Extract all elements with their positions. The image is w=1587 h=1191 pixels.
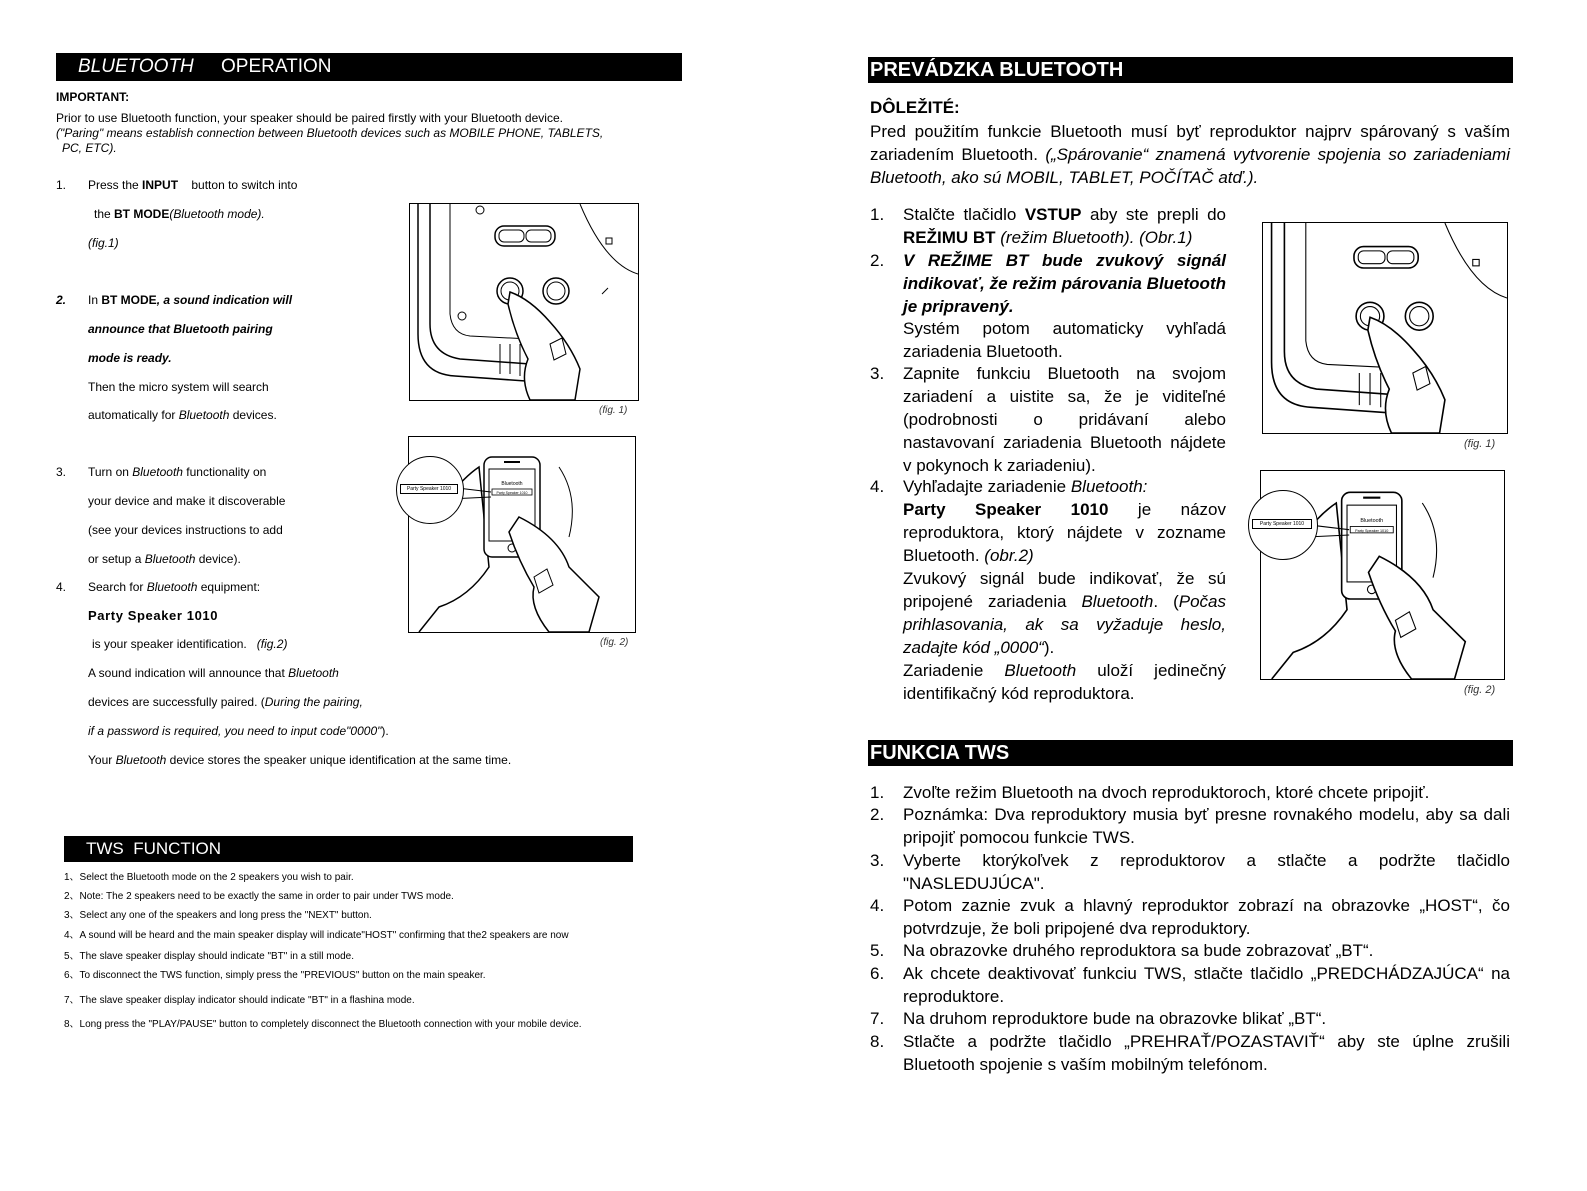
right-step2-number: 2.	[870, 251, 885, 270]
left-step4-text-l: During the pairing,	[264, 695, 363, 709]
right-step4-e: (obr.2)	[984, 546, 1034, 565]
left-step4-figref: (fig.2)	[256, 637, 288, 651]
left-step3-number: 3.	[56, 465, 67, 479]
left-step3-text-g: Bluetooth	[144, 552, 196, 566]
left-title-bluetooth: BLUETOOTH	[78, 56, 194, 77]
left-intro-line1: Prior to use Bluetooth function, your speaker should be paired firstly with your Bluetooth device.	[56, 111, 563, 125]
fig2-list-item: Party Speaker 1010	[1355, 528, 1389, 533]
left-title-operation: OPERATION	[221, 56, 332, 77]
right-step1-a: Stalčte tlačidlo	[903, 205, 1025, 224]
fig2-bluetooth-header: Bluetooth	[1360, 518, 1384, 525]
left-step3-line2: your device and make it discoverable	[88, 494, 286, 508]
left-step1-text-f: (Bluetooth mode).	[169, 207, 265, 221]
left-step4-text-c: equipment:	[197, 580, 261, 594]
left-step3-text-f: or setup a	[88, 552, 145, 566]
right-step4-k: Počas prihlasovania, ak sa vyžaduje heslo, zadajte kód „0000“	[903, 592, 1226, 657]
right-tws-item: Na obrazovke druhého reproduktora sa bude zobrazovať „BT“.	[903, 941, 1374, 960]
left-tws-title: TWS FUNCTION	[86, 839, 222, 858]
left-step4-text-q: device stores the speaker unique identification at the same time.	[166, 753, 512, 767]
right-step4-g: Bluetooth	[1081, 592, 1154, 611]
left-figure-1-caption: (fig. 1)	[599, 405, 628, 416]
right-step2-text-a: V REŽIME BT bude zvukový signál indikovať, že režim párovania Bluetooth je pripravený.	[903, 251, 1226, 316]
left-step4-text-k: devices are successfully paired. (	[88, 695, 265, 709]
left-step3-text-c: functionality on	[182, 465, 267, 479]
right-tws-item: Vyberte ktorýkoľvek z reproduktorov a stlačte a podržte tlačidlo "NASLEDUJÚCA".	[903, 851, 1510, 893]
right-step4-speaker-id: Party Speaker 1010	[903, 500, 1109, 519]
left-step2-line3: mode is ready.	[88, 351, 172, 365]
right-step4-m: Zariadenie	[903, 661, 1005, 680]
left-tws-title-bar	[64, 836, 633, 862]
right-tws-item: Stlačte a podržte tlačidlo „PREHRAŤ/POZASTAVIŤ“ aby ste úplne zrušili Bluetooth spojenie s vaším mobilným telefónom.	[903, 1032, 1510, 1074]
left-tws-item: 6、To disconnect the TWS function, simply press the "PREVIOUS" button on the main speaker.	[64, 970, 486, 981]
left-step2-text-a: In	[88, 293, 102, 307]
right-step4-d: je názov reproduktora, ktorý nájdete v zozname Bluetooth.	[903, 500, 1226, 565]
left-tws-item: 1、Select the Bluetooth mode on the 2 speakers you wish to pair.	[64, 872, 354, 883]
left-figure-2-caption: (fig. 2)	[600, 637, 629, 648]
right-tws-title-bar	[868, 740, 1513, 766]
left-intro-line3: PC, ETC).	[62, 141, 117, 155]
right-tws-number: 3.	[870, 851, 885, 870]
left-step2-line1	[88, 293, 292, 308]
right-step4-n: Bluetooth	[1004, 661, 1077, 680]
right-tws-number: 8.	[870, 1032, 885, 1051]
left-step2-text-c: , a sound indication will	[156, 293, 293, 307]
right-step1-rezim: REŽIMU BT	[903, 228, 996, 247]
right-step1-c: aby ste prepli do	[1081, 205, 1226, 224]
right-intro-a: Pred použitím funkcie Bluetooth musí byť reproduktor najprv spárovaný s vaším zariadením Bluetooth.	[870, 122, 1510, 164]
left-tws-item: 5、The slave speaker display should indicate "BT" in a still mode.	[64, 951, 355, 962]
left-intro-line2: ("Paring" means establish connection between Bluetooth devices such as MOBILE PHONE, TABLETS,	[56, 126, 604, 140]
left-figure-2-callout-label: Party Speaker 1010	[400, 484, 458, 494]
left-step2-text-k: devices.	[229, 408, 277, 422]
right-step1-number: 1.	[870, 205, 885, 224]
left-step4-speaker-id: Party Speaker 1010	[88, 608, 219, 623]
left-step4-number: 4.	[56, 580, 67, 594]
left-step1-btmode: BT MODE	[114, 207, 170, 221]
left-step1-line2	[94, 207, 265, 222]
left-step2-number: 2.	[56, 293, 67, 307]
left-step4-text-b: Bluetooth	[146, 580, 198, 594]
right-figure-1	[1262, 222, 1508, 434]
left-step1-text-d: the	[94, 207, 115, 221]
right-step4-a: Vyhľadajte zariadenie	[903, 477, 1071, 496]
left-tws-item: 3、Select any one of the speakers and long press the "NEXT" button.	[64, 910, 372, 921]
left-step4-text-a: Search for	[88, 580, 147, 594]
left-tws-item: 8、Long press the "PLAY/PAUSE" button to completely disconnect the Bluetooth connection with your mobile device.	[64, 1019, 582, 1030]
right-step4-o: uloží jedinečný identifikačný kód reproduktora.	[903, 661, 1226, 703]
left-step2-line5	[88, 408, 277, 423]
left-step4-line4	[88, 666, 339, 681]
right-tws-number: 2.	[870, 805, 885, 824]
right-title-bar	[868, 57, 1513, 83]
right-figure-1-caption: (fig. 1)	[1464, 438, 1496, 450]
left-figure-2-callout	[396, 456, 464, 524]
left-step3-line3: (see your devices instructions to add	[88, 523, 283, 537]
left-step3-text-h: device).	[195, 552, 241, 566]
right-step4-l: ).	[1043, 638, 1055, 657]
right-figure-2-callout-label: Party Speaker 1010	[1252, 519, 1312, 529]
right-tws-number: 6.	[870, 964, 885, 983]
left-step4-line5	[88, 695, 363, 710]
right-title: PREVÁDZKA BLUETOOTH	[870, 59, 1124, 81]
right-step4-h: . (	[1153, 592, 1179, 611]
left-important-label: IMPORTANT:	[56, 90, 130, 104]
left-step2-text-g: automatically for	[88, 408, 179, 422]
left-step3-line1	[88, 465, 266, 480]
left-tws-item: 4、A sound will be heard and the main speaker display will indicate"HOST" confirming that the2 speakers are now	[64, 930, 569, 941]
right-step2-text-b: Systém potom automaticky vyhľadá zariadenia Bluetooth.	[903, 319, 1226, 361]
left-step2-line4: Then the micro system will search	[88, 380, 269, 394]
left-step1-input: INPUT	[142, 178, 179, 192]
fig2-list-item: Party Speaker 1010	[496, 491, 528, 495]
left-step4-text-h: Bluetooth	[288, 666, 339, 680]
left-step4-text-n: ).	[381, 724, 389, 738]
right-intro-b: („Spárovanie“ znamená vytvorenie spojenia so zariadeniami Bluetooth, ako sú MOBIL, TABLET, POČÍTAČ atď.).	[870, 145, 1510, 187]
left-step4-text-e: is your speaker identification.	[92, 637, 247, 651]
right-step1-text	[903, 203, 1226, 249]
left-step3-text-b: Bluetooth	[132, 465, 183, 479]
speaker-panel-illustration	[410, 204, 638, 400]
left-step4-line6	[88, 724, 389, 739]
left-step3-text-a: Turn on	[88, 465, 133, 479]
right-tws-number: 5.	[870, 941, 885, 960]
left-step4-text-o: Your	[88, 753, 116, 767]
left-step1-figref: (fig.1)	[88, 236, 119, 250]
left-step4-line1	[88, 580, 260, 595]
left-step3-line4	[88, 552, 241, 567]
right-tws-number: 1.	[870, 783, 885, 802]
right-tws-title: FUNKCIA TWS	[870, 742, 1010, 764]
left-step2-text-h: Bluetooth	[178, 408, 230, 422]
left-step2-line2: announce that Bluetooth pairing	[88, 322, 273, 336]
right-step4-f: Zvukový signál bude indikovať, že sú pripojené zariadenia	[903, 569, 1226, 611]
left-figure-1	[409, 203, 639, 401]
right-step4-text	[903, 475, 1226, 705]
right-tws-item: Poznámka: Dva reproduktory musia byť presne rovnakého modelu, aby sa dali pripojiť pomocou funkcie TWS.	[903, 805, 1510, 847]
right-tws-item: Na druhom reproduktore bude na obrazovke blikať „BT“.	[903, 1009, 1327, 1028]
right-tws-number: 4.	[870, 896, 885, 915]
left-step2-btmode: BT MODE	[101, 293, 157, 307]
left-tws-item: 2、Note: The 2 speakers need to be exactly the same in order to pair under TWS mode.	[64, 891, 454, 902]
right-step3-number: 3.	[870, 364, 885, 383]
right-step1-e: (režim Bluetooth). (Obr.1)	[995, 228, 1193, 247]
right-tws-item: Ak chcete deaktivovať funkciu TWS, stlačte tlačidlo „PREDCHÁDZAJÚCA“ na reproduktore.	[903, 964, 1510, 1006]
right-important-label: DÔLEŽITÉ:	[870, 98, 960, 117]
fig2-bluetooth-header: Bluetooth	[501, 481, 523, 487]
right-tws-item: Zvoľte režim Bluetooth na dvoch reproduktoroch, ktoré chcete pripojiť.	[903, 783, 1430, 802]
speaker-panel-illustration	[1263, 223, 1507, 433]
right-step3-text: Zapnite funkciu Bluetooth na svojom zariadení a uistite sa, že je viditeľné (podrobnosti o pridávaní alebo nastavovaní zariadenia Bluetooth nájdete v pokynoch k zariadeniu).	[903, 364, 1226, 475]
right-step1-vstup: VSTUP	[1024, 205, 1082, 224]
left-step1-text-a: Press the	[88, 178, 143, 192]
right-step4-b: Bluetooth:	[1070, 477, 1148, 496]
left-step4-text-g: A sound indication will announce that	[88, 666, 289, 680]
right-figure-2-caption: (fig. 2)	[1464, 684, 1496, 696]
left-step1-line1	[88, 178, 297, 193]
left-step1-number: 1.	[56, 178, 67, 192]
right-tws-number: 7.	[870, 1009, 885, 1028]
right-intro	[870, 120, 1510, 189]
left-step4-line7	[88, 753, 511, 768]
left-tws-item: 7、The slave speaker display indicator should indicate "BT" in a flashina mode.	[64, 995, 415, 1006]
right-step4-number: 4.	[870, 477, 885, 496]
left-step4-text-m: if a password is required, you need to input code"0000"	[88, 724, 382, 738]
right-figure-2-callout	[1248, 490, 1318, 560]
left-title-bar	[56, 53, 682, 81]
right-tws-item: Potom zaznie zvuk a hlavný reproduktor zobrazí na obrazovke „HOST“, čo potvrdzuje, že boli pripojené dva reproduktory.	[903, 896, 1510, 938]
left-step4-line3	[92, 637, 287, 652]
left-step1-text-c: button to switch into	[191, 178, 298, 192]
left-step4-text-p: Bluetooth	[115, 753, 167, 767]
